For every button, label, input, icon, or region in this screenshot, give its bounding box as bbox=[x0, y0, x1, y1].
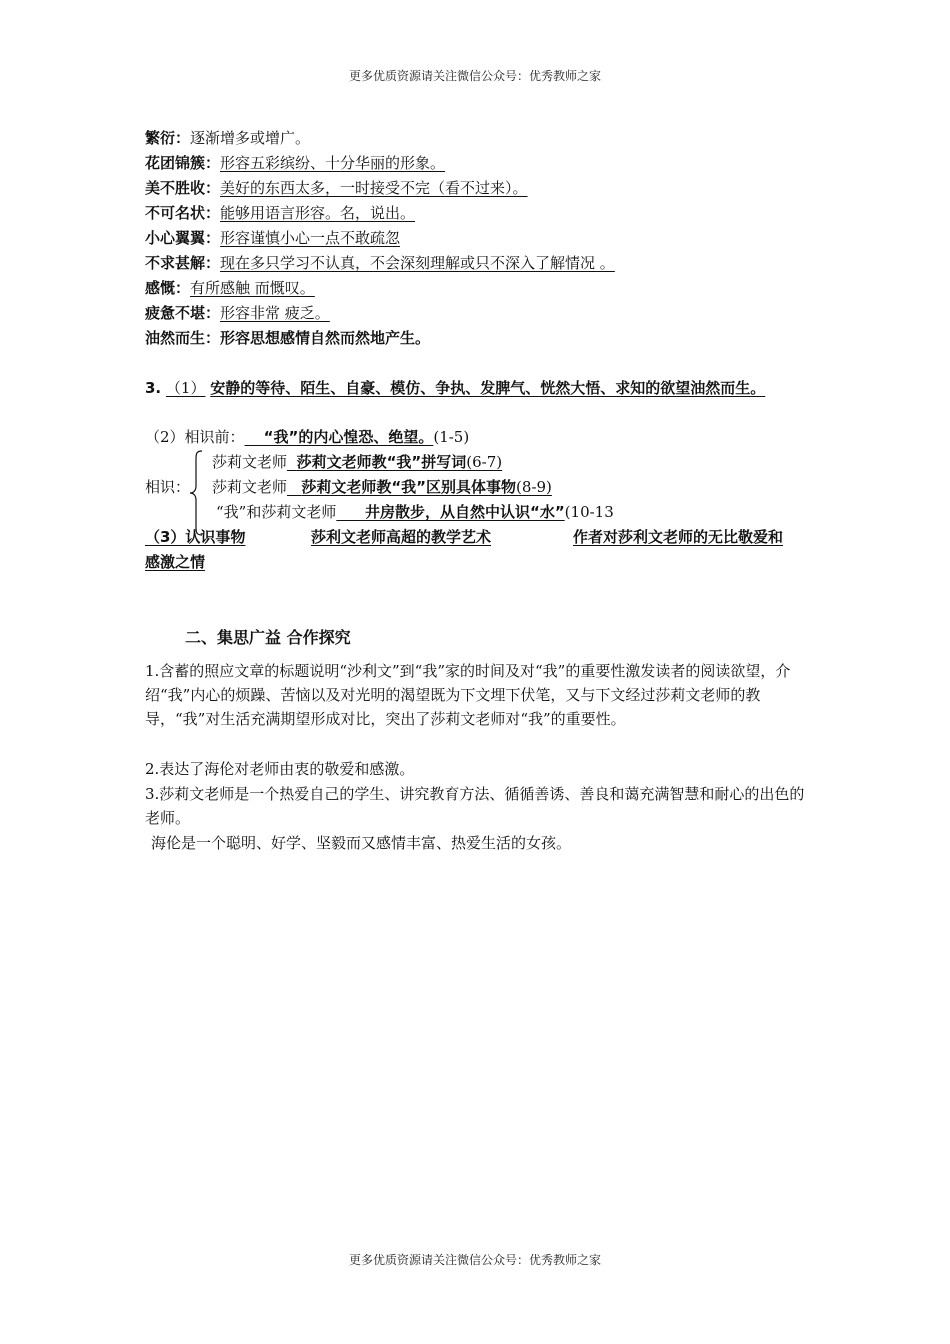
q3-part3-cont: 感激之情 bbox=[145, 553, 206, 571]
vocab-term: 小心翼翼： bbox=[145, 229, 221, 247]
vocab-item bbox=[145, 253, 615, 273]
q3-part3-label: （3）认识事物 bbox=[145, 528, 246, 546]
page-footer: 更多优质资源请关注微信公众号：优秀教师之家 bbox=[348, 1253, 601, 1267]
q3-meet-row bbox=[212, 452, 502, 472]
vocab-def: 形容非常 疲乏。 bbox=[220, 304, 330, 322]
vocab-item bbox=[145, 303, 330, 323]
vocab-item bbox=[145, 153, 445, 173]
vocab-term: 疲惫不堪： bbox=[145, 304, 221, 322]
vocab-def: 美好的东西太多，一时接受不完（看不过来）。 bbox=[220, 179, 528, 197]
q3-part1-text: 安静的等待、陌生、自豪、模仿、争执、发脾气、恍然大悟、求知的欲望油然而生。 bbox=[210, 379, 766, 397]
q3-part3 bbox=[145, 527, 810, 547]
section-item: 3.莎莉文老师是一个热爱自己的学生、讲究教育方法、循循善诱、善良和蔼充满智慧和耐心的出色的老师。 bbox=[145, 785, 805, 827]
meet-text: 井房散步，从自然中认识“水” bbox=[364, 503, 565, 521]
vocab-term: 感慨： bbox=[145, 279, 191, 297]
vocab-def: 形容五彩缤纷、十分华丽的形象。 bbox=[220, 154, 446, 172]
meet-range: (8-9) bbox=[516, 478, 552, 496]
section-item: 海伦是一个聪明、好学、坚毅而又感情丰富、热爱生活的女孩。 bbox=[151, 834, 572, 852]
q3-number: 3. bbox=[145, 379, 162, 397]
vocab-term: 不可名状： bbox=[145, 204, 221, 222]
section-item: 1.含蓄的照应文章的标题说明“沙利文”到“我”家的时间及对“我”的重要性激发读者的阅读欲望，介绍“我”内心的烦躁、苦恼以及对光明的渴望既为下文埋下伏笔，又与下文经过莎莉文老师的教导，“我”对生活充满期望形成对比，突出了莎莉文老师对“我”的重要性。 bbox=[145, 662, 791, 728]
q3-part2-blank bbox=[245, 428, 264, 446]
page-header: 更多优质资源请关注微信公众号：优秀教师之家 bbox=[348, 69, 601, 83]
vocab-item bbox=[145, 203, 415, 223]
section-title: 二、集思广益 合作探究 bbox=[185, 628, 351, 647]
meet-range: (10-13 bbox=[564, 503, 614, 521]
vocab-item bbox=[145, 128, 310, 148]
q3-meet-row bbox=[216, 502, 614, 522]
vocab-def: 能够用语言形容。名，说出。 bbox=[220, 204, 416, 222]
q3-part2-label: （2）相识前： bbox=[145, 428, 245, 446]
q3-part3-end: 作者对莎利文老师的无比敬爱和 bbox=[573, 528, 784, 546]
meet-range: (6-7) bbox=[466, 453, 503, 471]
meet-who: 莎莉文老师 bbox=[212, 478, 288, 496]
vocab-term: 不求甚解： bbox=[145, 254, 221, 272]
meet-blank bbox=[287, 478, 301, 496]
meet-who: “我”和莎莉文老师 bbox=[216, 503, 337, 521]
vocab-item bbox=[145, 228, 400, 248]
q3-meet-row bbox=[212, 477, 552, 497]
meet-text: 莎莉文老师教“我”区别具体事物 bbox=[301, 478, 517, 496]
vocab-term: 美不胜收： bbox=[145, 179, 221, 197]
vocab-term: 油然而生： bbox=[145, 329, 221, 347]
section-item: 2.表达了海伦对老师由衷的敬爱和感激。 bbox=[145, 760, 415, 778]
vocab-def: 现在多只学习不认真，不会深刻理解或只不深入了解情况 。 bbox=[220, 254, 615, 272]
vocab-term: 花团锦簇： bbox=[145, 154, 221, 172]
q3-part1-label: （1） bbox=[165, 379, 206, 397]
vocab-term: 繁衍： bbox=[145, 129, 191, 147]
meet-who: 莎莉文老师 bbox=[212, 453, 288, 471]
vocab-def: 逐渐增多或增广。 bbox=[190, 129, 311, 147]
meet-blank bbox=[336, 503, 365, 521]
q3-part2 bbox=[145, 427, 469, 447]
q3-part2-text: “我”的内心惶恐、绝望。 bbox=[263, 428, 434, 446]
q3-part1 bbox=[145, 378, 765, 398]
q3-meet-label: 相识： bbox=[145, 478, 191, 496]
brace-icon bbox=[188, 450, 204, 536]
q3-part2-range: (1-5) bbox=[433, 428, 470, 446]
vocab-def: 形容思想感情自然而然地产生。 bbox=[220, 329, 431, 347]
vocab-item bbox=[145, 278, 315, 298]
meet-blank bbox=[287, 453, 297, 471]
q3-part3-mid: 莎利文老师高超的教学艺术 bbox=[311, 528, 492, 546]
meet-text: 莎莉文老师教“我”拼写词 bbox=[296, 453, 467, 471]
vocab-item bbox=[145, 178, 528, 198]
vocab-def: 有所感触 而慨叹。 bbox=[190, 279, 315, 297]
vocab-def: 形容谨慎小心一点不敢疏忽 bbox=[220, 229, 401, 247]
vocab-item bbox=[145, 328, 430, 348]
